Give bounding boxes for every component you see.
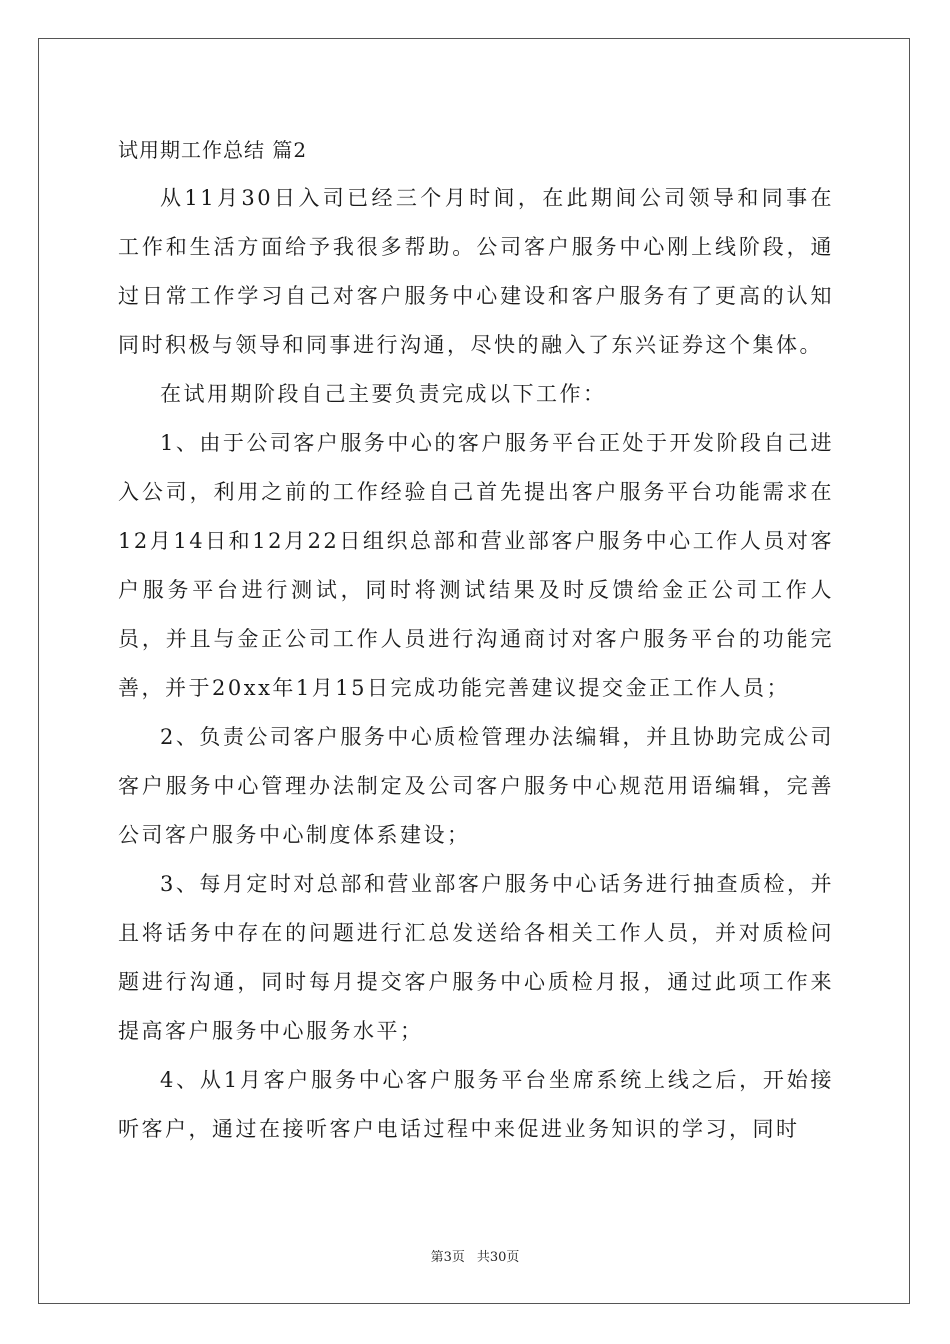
paragraph-item-2: 2、负责公司客户服务中心质检管理办法编辑，并且协助完成公司客户服务中心管理办法制定及公司客户服务中心规范用语编辑，完善公司客户服务中心制度体系建设； — [118, 725, 834, 847]
paragraph-item-1: 1、由于公司客户服务中心的客户服务平台正处于开发阶段自己进入公司，利用之前的工作经验自己首先提出客户服务平台功能需求在12月14日和12月22日组织总部和营业部客户服务中心工作人员对客户服务平台进行测试，同时将测试结果及时反馈给金正公司工作人员，并且与金正公司工作人员进行沟通商讨对客户服务平台的功能完善，并于20xx年1月15日完成功能完善建议提交金正工作人员； — [118, 431, 834, 700]
total-pages-label: 共30页 — [476, 1250, 520, 1265]
document-title: 试用期工作总结 篇2 — [118, 138, 308, 162]
page-footer — [0, 1248, 950, 1268]
paragraph-item-4: 4、从1月客户服务中心客户服务平台坐席系统上线之后，开始接听客户，通过在接听客户电话过程中来促进业务知识的学习，同时 — [118, 1068, 834, 1141]
paragraph-item-3: 3、每月定时对总部和营业部客户服务中心话务进行抽查质检，并且将话务中存在的问题进行汇总发送给各相关工作人员，并对质检问题进行沟通，同时每月提交客户服务中心质检月报，通过此项工作来提高客户服务中心服务水平； — [118, 872, 834, 1043]
current-page-label: 第3页 — [430, 1250, 465, 1265]
document-body — [118, 130, 834, 1154]
paragraph-work-summary-heading: 在试用期阶段自己主要负责完成以下工作： — [160, 382, 607, 406]
paragraph-intro: 从11月30日入司已经三个月时间，在此期间公司领导和同事在工作和生活方面给予我很多帮助。公司客户服务中心刚上线阶段，通过日常工作学习自己对客户服务中心建设和客户服务有了更高的认知同时积极与领导和同事进行沟通，尽快的融入了东兴证券这个集体。 — [118, 186, 834, 357]
